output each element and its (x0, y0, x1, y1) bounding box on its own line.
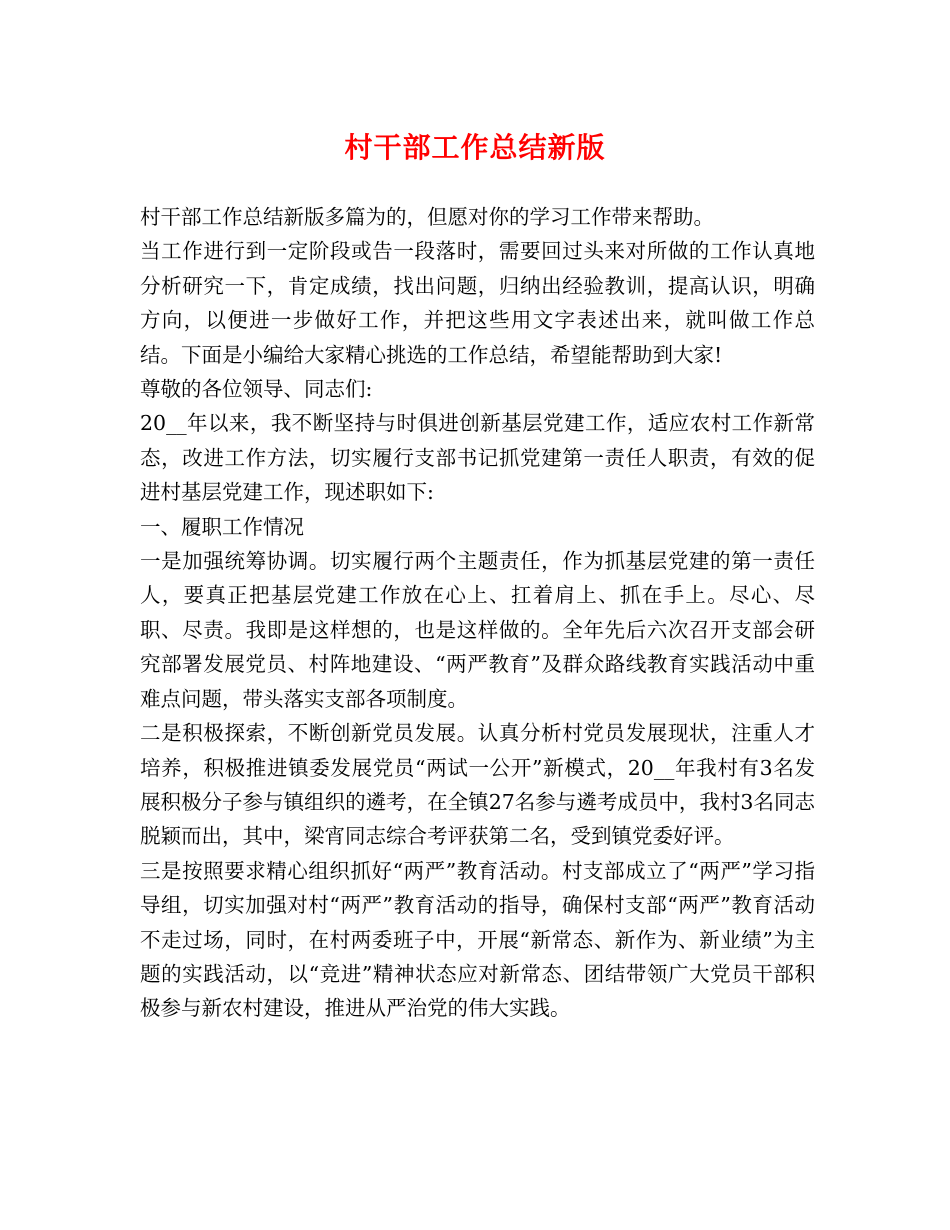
paragraph-salutation: 尊敬的各位领导、同志们: (140, 377, 373, 402)
document-title: 村干部工作总结新版 (344, 131, 606, 164)
document-body (140, 200, 815, 1026)
paragraph-point-three: 三是按照要求精心组织抓好“两严”教育活动。村支部成立了“两严”学习指导组，切实加强对村“两严”教育活动的指导，确保村支部“两严”教育活动不走过场，同时，在村两委班子中，开展“新常态、新作为、新业绩”为主题的实践活动，以“竞进”精神状态应对新常态、团结带领广大党员干部积极参与新农村建设，推进从严治党的伟大实践。 (140, 858, 815, 1021)
paragraph-point-one: 一是加强统筹协调。切实履行两个主题责任，作为抓基层党建的第一责任人，要真正把基层党建工作放在心上、扛着肩上、抓在手上。尽心、尽职、尽责。我即是这样想的，也是这样做的。全年先后六次召开支部会研究部署发展党员、村阵地建设、“两严教育”及群众路线教育实践活动中重难点问题，带头落实支部各项制度。 (140, 549, 815, 711)
section-heading-duties: 一、履职工作情况 (140, 514, 304, 539)
paragraph-overview: 20__年以来，我不断坚持与时俱进创新基层党建工作，适应农村工作新常态，改进工作方法，切实履行支部书记抓党建第一责任人职责，有效的促进村基层党建工作，现述职如下: (140, 411, 815, 505)
paragraph-summary-definition: 当工作进行到一定阶段或告一段落时，需要回过头来对所做的工作认真地分析研究一下，肯定成绩，找出问题，归纳出经验教训，提高认识，明确方向，以便进一步做好工作，并把这些用文字表述出来，就叫做工作总结。下面是小编给大家精心挑选的工作总结，希望能帮助到大家! (140, 239, 815, 367)
paragraph-point-two: 二是积极探索，不断创新党员发展。认真分析村党员发展现状，注重人才培养，积极推进镇委发展党员“两试一公开”新模式，20__年我村有3名发展积极分子参与镇组织的遴考，在全镇27名参与遴考成员中，我村3名同志脱颖而出，其中，梁宵同志综合考评获第二名，受到镇党委好评。 (140, 721, 815, 849)
paragraph-intro: 村干部工作总结新版多篇为的，但愿对你的学习工作带来帮助。 (140, 205, 714, 229)
